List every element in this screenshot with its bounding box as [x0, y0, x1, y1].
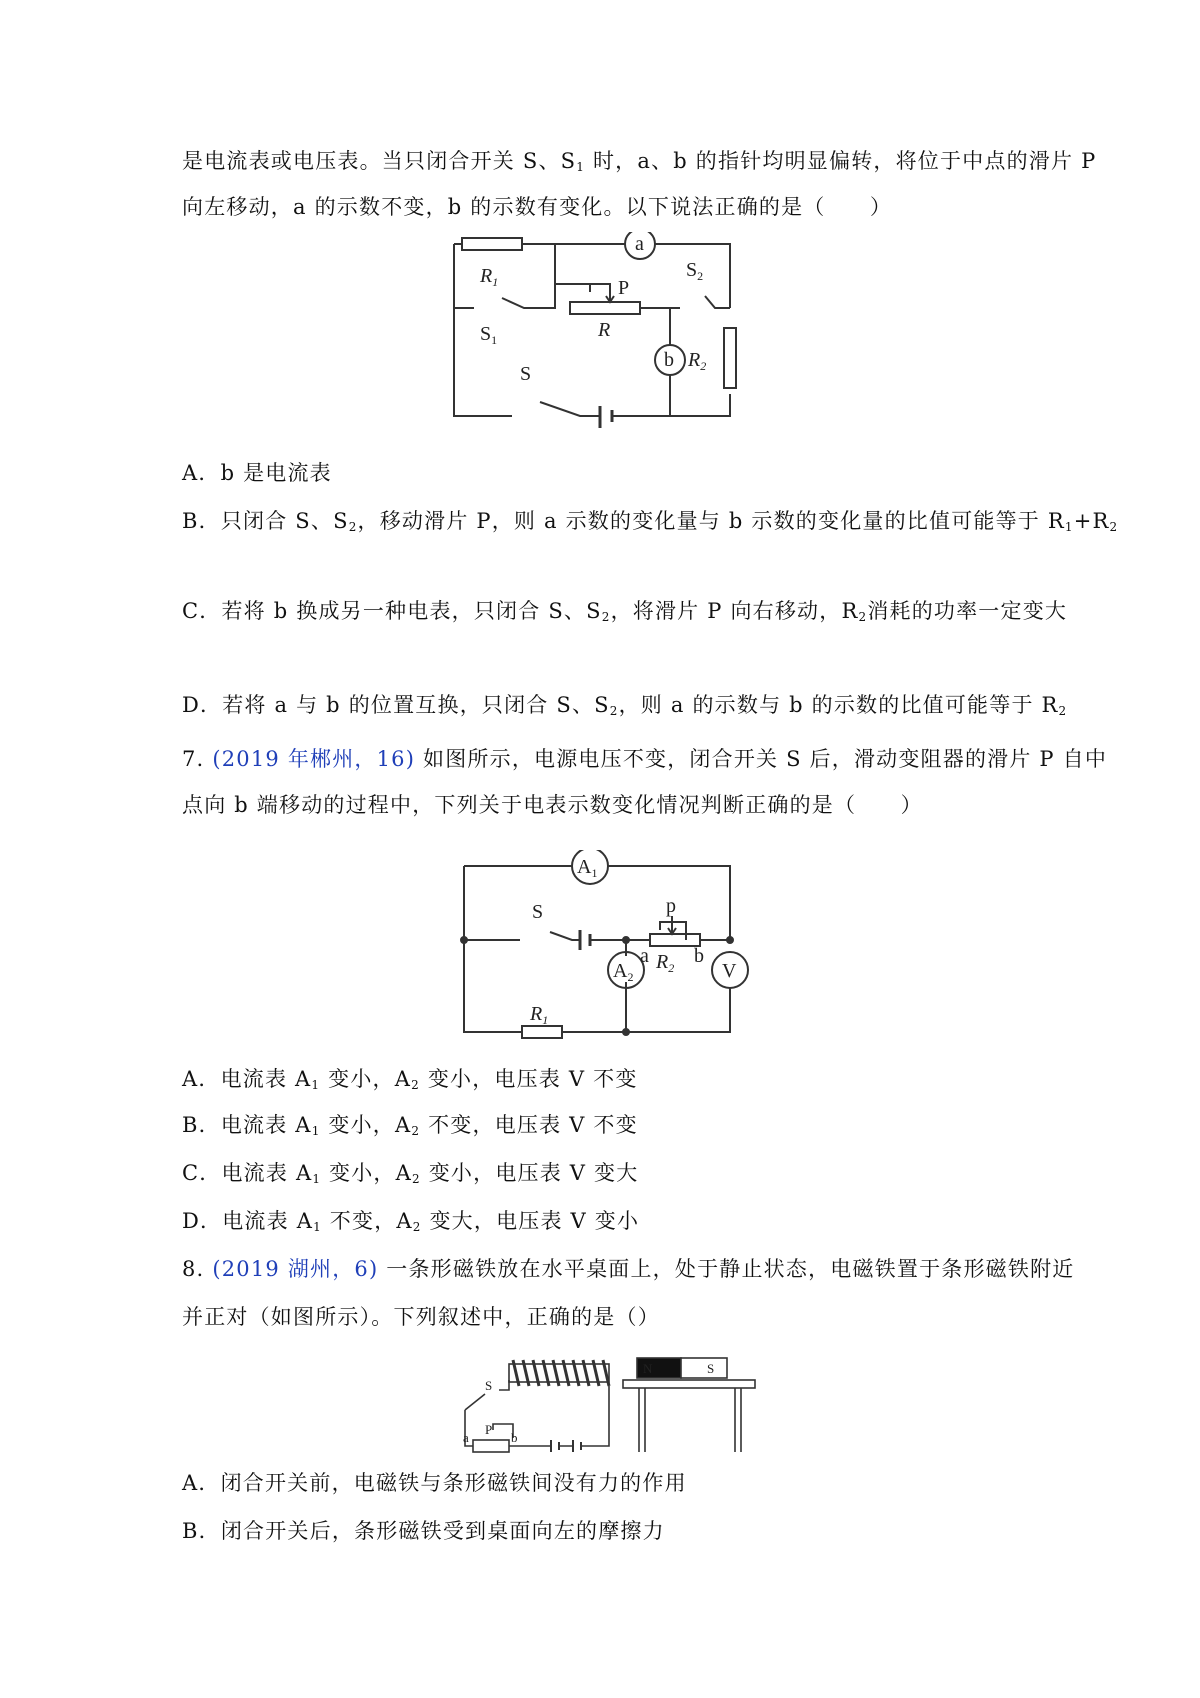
q8-electromagnet-coil [509, 1360, 609, 1386]
q8-rheostat [473, 1440, 509, 1452]
source-tag: (2019 湖州，6) [212, 1257, 379, 1281]
q7-label-s: S [532, 901, 544, 923]
q7-label-b: b [694, 945, 704, 967]
text-run: 时，a、b 的指针均明显偏转，将位于中点的滑片 P [585, 149, 1097, 173]
q7-stem-line1 [182, 744, 1107, 774]
q6-label-r2: $R_2$ [688, 349, 707, 373]
text-run: 点向 b 端移动的过程中，下列关于电表示数变化情况判断正确的是（ ） [182, 793, 923, 817]
q7-label-a1: $A_1$ [577, 856, 598, 880]
q8-electromagnet-figure [455, 1350, 775, 1460]
q6-label-s: S [520, 363, 532, 385]
text-run: +R [1073, 509, 1110, 533]
source-tag: (2019 年郴州，16) [212, 747, 416, 771]
q7-stem-line2 [182, 790, 923, 820]
q8-table [623, 1380, 755, 1452]
subscript: 2 [411, 1078, 420, 1092]
q8-label-magnet-s: S [707, 1361, 715, 1376]
q6-label-p: P [618, 277, 630, 299]
subscript: 1 [311, 1124, 321, 1138]
text-run: 变小，A [320, 1067, 412, 1091]
text-run: D．电流表 A [182, 1209, 314, 1233]
subscript: 2 [1058, 704, 1068, 718]
text-run: 向左移动，a 的示数不变，b 的示数有变化。以下说法正确的是（ ） [182, 195, 893, 219]
q6-slider-p [590, 284, 614, 302]
q7-option-c [182, 1158, 638, 1194]
subscript: 1 [1064, 520, 1074, 534]
subscript: 1 [311, 1078, 321, 1092]
q7-wires [464, 866, 730, 1032]
q8-option-b [182, 1516, 665, 1546]
text-run: C．电流表 A [182, 1161, 313, 1185]
q6-battery [600, 406, 612, 428]
text-run: B．只闭合 S、S [182, 509, 349, 533]
text-run: B．闭合开关后，条形磁铁受到桌面向左的摩擦力 [182, 1519, 665, 1543]
q6-label-r: R [598, 319, 611, 341]
q7-battery [580, 930, 590, 950]
q6-r1-resistor [462, 238, 522, 250]
q8-stem-line1 [182, 1254, 1074, 1284]
q7-label-a: a [640, 945, 649, 967]
q6-label-a: a [635, 233, 644, 255]
text-run: ，将滑片 P 向右移动，R [610, 599, 859, 623]
q7-rheostat-r2 [650, 934, 700, 946]
subscript: 2 [411, 1124, 421, 1138]
text-run: 消耗的功率一定变大 [867, 599, 1068, 623]
subscript: 2 [412, 1220, 422, 1234]
q7-label-a2: $A_2$ [613, 960, 634, 984]
q7-label-r2: $R_2$ [656, 951, 675, 975]
q8-label-n: N [643, 1361, 653, 1376]
q7-label-v: V [722, 960, 737, 982]
q6-stem-line1 [182, 146, 1096, 182]
text-run: 8. [182, 1257, 213, 1281]
subscript: 2 [412, 1172, 421, 1186]
text-run: 7. [182, 747, 213, 771]
subscript: 2 [858, 610, 868, 624]
text-run: ，则 a 的示数与 b 的示数的比值可能等于 R [618, 693, 1059, 717]
q7-label-p: p [666, 895, 676, 917]
q7-r1-resistor [522, 1026, 562, 1038]
q8-label-a: a [463, 1430, 469, 1445]
text-run: B．电流表 A [182, 1113, 312, 1137]
q8-label-p: P [485, 1422, 493, 1437]
subscript: 2 [609, 704, 619, 718]
subscript: 1 [576, 160, 586, 174]
q6-option-b [182, 506, 1118, 542]
q6-label-s2: $S_2$ [686, 259, 704, 283]
q6-option-d [182, 690, 1067, 726]
text-run: 变小，A [320, 1113, 412, 1137]
text-run: A．闭合开关前，电磁铁与条形磁铁间没有力的作用 [182, 1471, 687, 1495]
q6-rheostat-r [570, 302, 640, 314]
text-run: 并正对（如图所示）。下列叙述中，正确的是（） [182, 1305, 660, 1329]
text-run: A．b 是电流表 [182, 461, 332, 485]
text-run: 不变，电压表 V 不变 [420, 1113, 638, 1137]
q7-option-a [182, 1064, 638, 1100]
q7-circuit-figure [450, 850, 770, 1040]
q6-stem-line2 [182, 192, 892, 222]
subscript: 2 [601, 610, 611, 624]
text-run: 变小，电压表 V 不变 [419, 1067, 638, 1091]
text-run: 是电流表或电压表。当只闭合开关 S、S [182, 149, 577, 173]
text-run: D．若将 a 与 b 的位置互换，只闭合 S、S [182, 693, 610, 717]
subscript: 2 [348, 520, 358, 534]
q7-label-r1: $R_1$ [530, 1003, 549, 1027]
text-run: ，移动滑片 P，则 a 示数的变化量与 b 示数的变化量的比值可能等于 R [357, 509, 1065, 533]
q6-label-s1: $S_1$ [480, 323, 498, 347]
q6-label-b: b [664, 349, 674, 371]
q7-option-d [182, 1206, 639, 1242]
text-run: 变小，电压表 V 变大 [420, 1161, 639, 1185]
q6-r2-resistor [724, 328, 736, 388]
text-run: A．电流表 A [182, 1067, 312, 1091]
text-run: 如图所示，电源电压不变，闭合开关 S 后，滑动变阻器的滑片 P 自中 [415, 747, 1108, 771]
text-run: 一条形磁铁放在水平桌面上，处于静止状态，电磁铁置于条形磁铁附近 [378, 1257, 1075, 1281]
q8-stem-line2 [182, 1302, 660, 1332]
text-run: C．若将 b 换成另一种电表，只闭合 S、S [182, 599, 602, 623]
q6-circuit-figure [440, 232, 760, 432]
text-run: 变小，A [321, 1161, 412, 1185]
q8-label-b: b [511, 1430, 518, 1445]
subscript: 1 [313, 1220, 322, 1234]
subscript: 2 [1109, 520, 1119, 534]
q6-option-a [182, 458, 332, 488]
text-run: 不变，A [321, 1209, 413, 1233]
q8-option-a [182, 1468, 687, 1498]
q8-label-s: S [485, 1378, 493, 1393]
text-run: 变大，电压表 V 变小 [421, 1209, 640, 1233]
q7-option-b [182, 1110, 638, 1146]
q6-label-r1: $R_1$ [480, 265, 499, 289]
q7-slider-p [668, 916, 676, 934]
q6-option-c [182, 596, 1067, 632]
subscript: 1 [312, 1172, 322, 1186]
